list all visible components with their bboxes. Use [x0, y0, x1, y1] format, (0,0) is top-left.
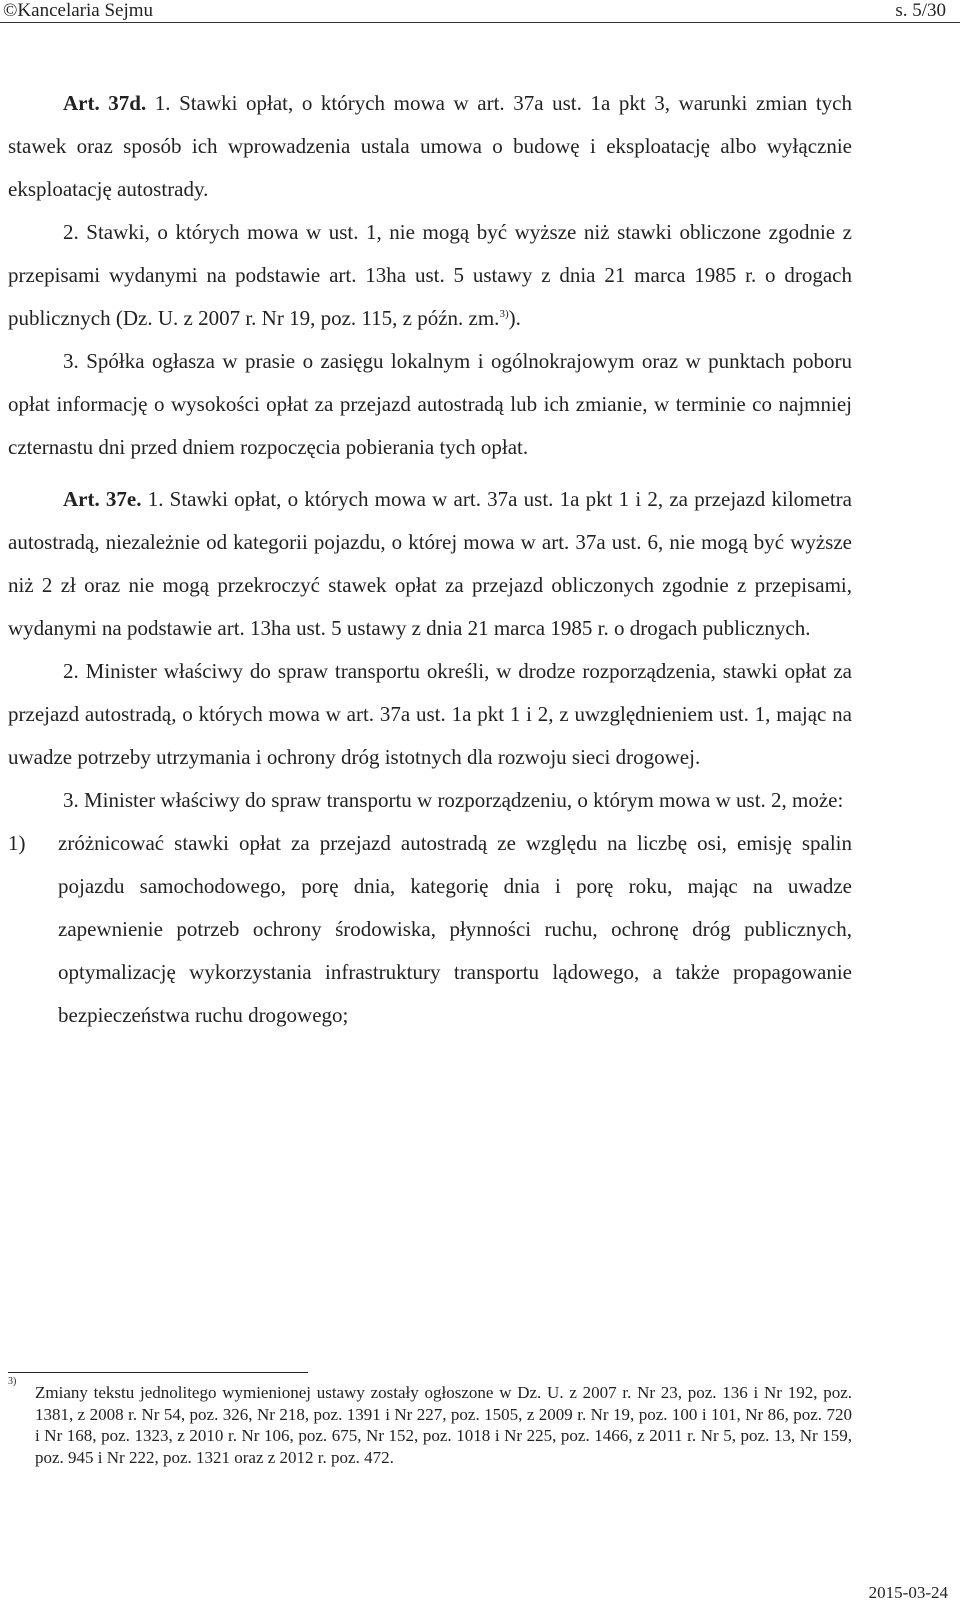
art-37e-paragraph-2 [8, 650, 852, 779]
footnote-separator [8, 1372, 308, 1373]
list-item-number: 1) [8, 831, 26, 855]
art-37d-paragraph-1 [8, 82, 852, 211]
header-divider [0, 22, 960, 23]
art-37e-paragraph-1 [8, 478, 852, 650]
list-item-text: zróżnicować stawki opłat za przejazd autostradą ze względu na liczbę osi, emisję spalin pojazdu samochodowego, porę dnia, kategorię dnia i porę roku, mając na uwadze zapewnienie potrzeb ochrony środowiska, płynności ruchu, ochronę dróg publicznych, optymalizację wykorzystania infrastruktury transportu lądowego, a także propagowanie bezpieczeństwa ruchu drogowego; [58, 831, 852, 1027]
art-37d-p1-text: 1. Stawki opłat, o których mowa w art. 37a ust. 1a pkt 3, warunki zmian tych stawek oraz sposób ich wprowadzenia ustala umowa o budowę i eksploatację albo wyłącznie eksploatację autostrady. [8, 91, 852, 201]
document-body [8, 82, 852, 1037]
art-37e-p3-text: 3. Minister właściwy do spraw transportu w rozporządzeniu, o którym mowa w ust. 2, może: [63, 788, 844, 812]
footnote-text: Zmiany tekstu jednolitego wymienionej ustawy zostały ogłoszone w Dz. U. z 2007 r. Nr 23, poz. 136 i Nr 192, poz. 1381, z 2008 r. Nr 54, poz. 326, Nr 218, poz. 1391 i Nr 227, poz. 1505, z 2009 r. Nr 19, poz. 100 i 101, Nr 86, poz. 720 i Nr 168, poz. 1323, z 2010 r. Nr 106, poz. 675, Nr 152, poz. 1018 i Nr 225, poz. 1466, z 2011 r. Nr 5, poz. 13, Nr 159, poz. 945 i Nr 222, poz. 1321 oraz z 2012 r. poz. 472. [35, 1383, 852, 1467]
art-37d-p3-text: 3. Spółka ogłasza w prasie o zasięgu lokalnym i ogólnokrajowym oraz w punktach poboru opłat informację o wysokości opłat za przejazd autostradą lub ich zmianie, w terminie co najmniej czternastu dni przed dniem rozpoczęcia pobierania tych opłat. [8, 349, 852, 459]
list-item [8, 822, 852, 1037]
art-37e-paragraph-3 [8, 779, 852, 822]
art-37e-p1-text: 1. Stawki opłat, o których mowa w art. 37a ust. 1a pkt 1 i 2, za przejazd kilometra autostradą, niezależnie od kategorii pojazdu, o której mowa w art. 37a ust. 6, nie mogą być wyższe niż 2 zł oraz nie mogą przekroczyć stawek opłat za przejazd obliczonych zgodnie z przepisami, wydanymi na podstawie art. 13ha ust. 5 ustawy z dnia 21 marca 1985 r. o drogach publicznych. [8, 487, 852, 640]
footnote: 3) Zmiany tekstu jednolitego wymienionej ustawy zostały ogłoszone w Dz. U. z 2007 r. Nr 23, poz. 136 i Nr 192, poz. 1381, z 2008 r. Nr 54, poz. 326, Nr 218, poz. 1391 i Nr 227, poz. 1505, z 2009 r. Nr 19, poz. 100 i 101, Nr 86, poz. 720 i Nr 168, poz. 1323, z 2010 r. Nr 106, poz. 675, Nr 152, poz. 1018 i Nr 225, poz. 1466, z 2011 r. Nr 5, poz. 13, Nr 159, poz. 945 i Nr 222, poz. 1321 oraz z 2012 r. poz. 472. [8, 1376, 852, 1467]
art-37d-p2-text: 2. Stawki, o których mowa w ust. 1, nie mogą być wyższe niż stawki obliczone zgodnie z przepisami wydanymi na podstawie art. 13ha ust. 5 ustawy z dnia 21 marca 1985 r. o drogach publicznych (Dz. U. z 2007 r. Nr 19, poz. 115, z późn. zm. [8, 220, 852, 330]
art-37e-p2-text: 2. Minister właściwy do spraw transportu określi, w drodze rozporządzenia, stawki opłat za przejazd autostradą, o których mowa w art. 37a ust. 1a pkt 1 i 2, z uwzględnieniem ust. 1, mając na uwadze potrzeby utrzymania i ochrony dróg istotnych dla rozwoju sieci drogowej. [8, 659, 852, 769]
page-number: s. 5/30 [895, 0, 946, 21]
art-37d-paragraph-3 [8, 340, 852, 469]
spacer [8, 469, 852, 478]
art-37d-label: Art. 37d. [63, 91, 147, 115]
art-37d-paragraph-2 [8, 211, 852, 340]
art-37d-p2-end: ). [508, 306, 521, 330]
page-header [3, 0, 946, 22]
footnote-reference: 3) [499, 308, 509, 320]
document-date: 2015-03-24 [868, 1583, 948, 1602]
art-37e-label: Art. 37e. [63, 487, 142, 511]
copyright-label: ©Kancelaria Sejmu [3, 0, 154, 21]
